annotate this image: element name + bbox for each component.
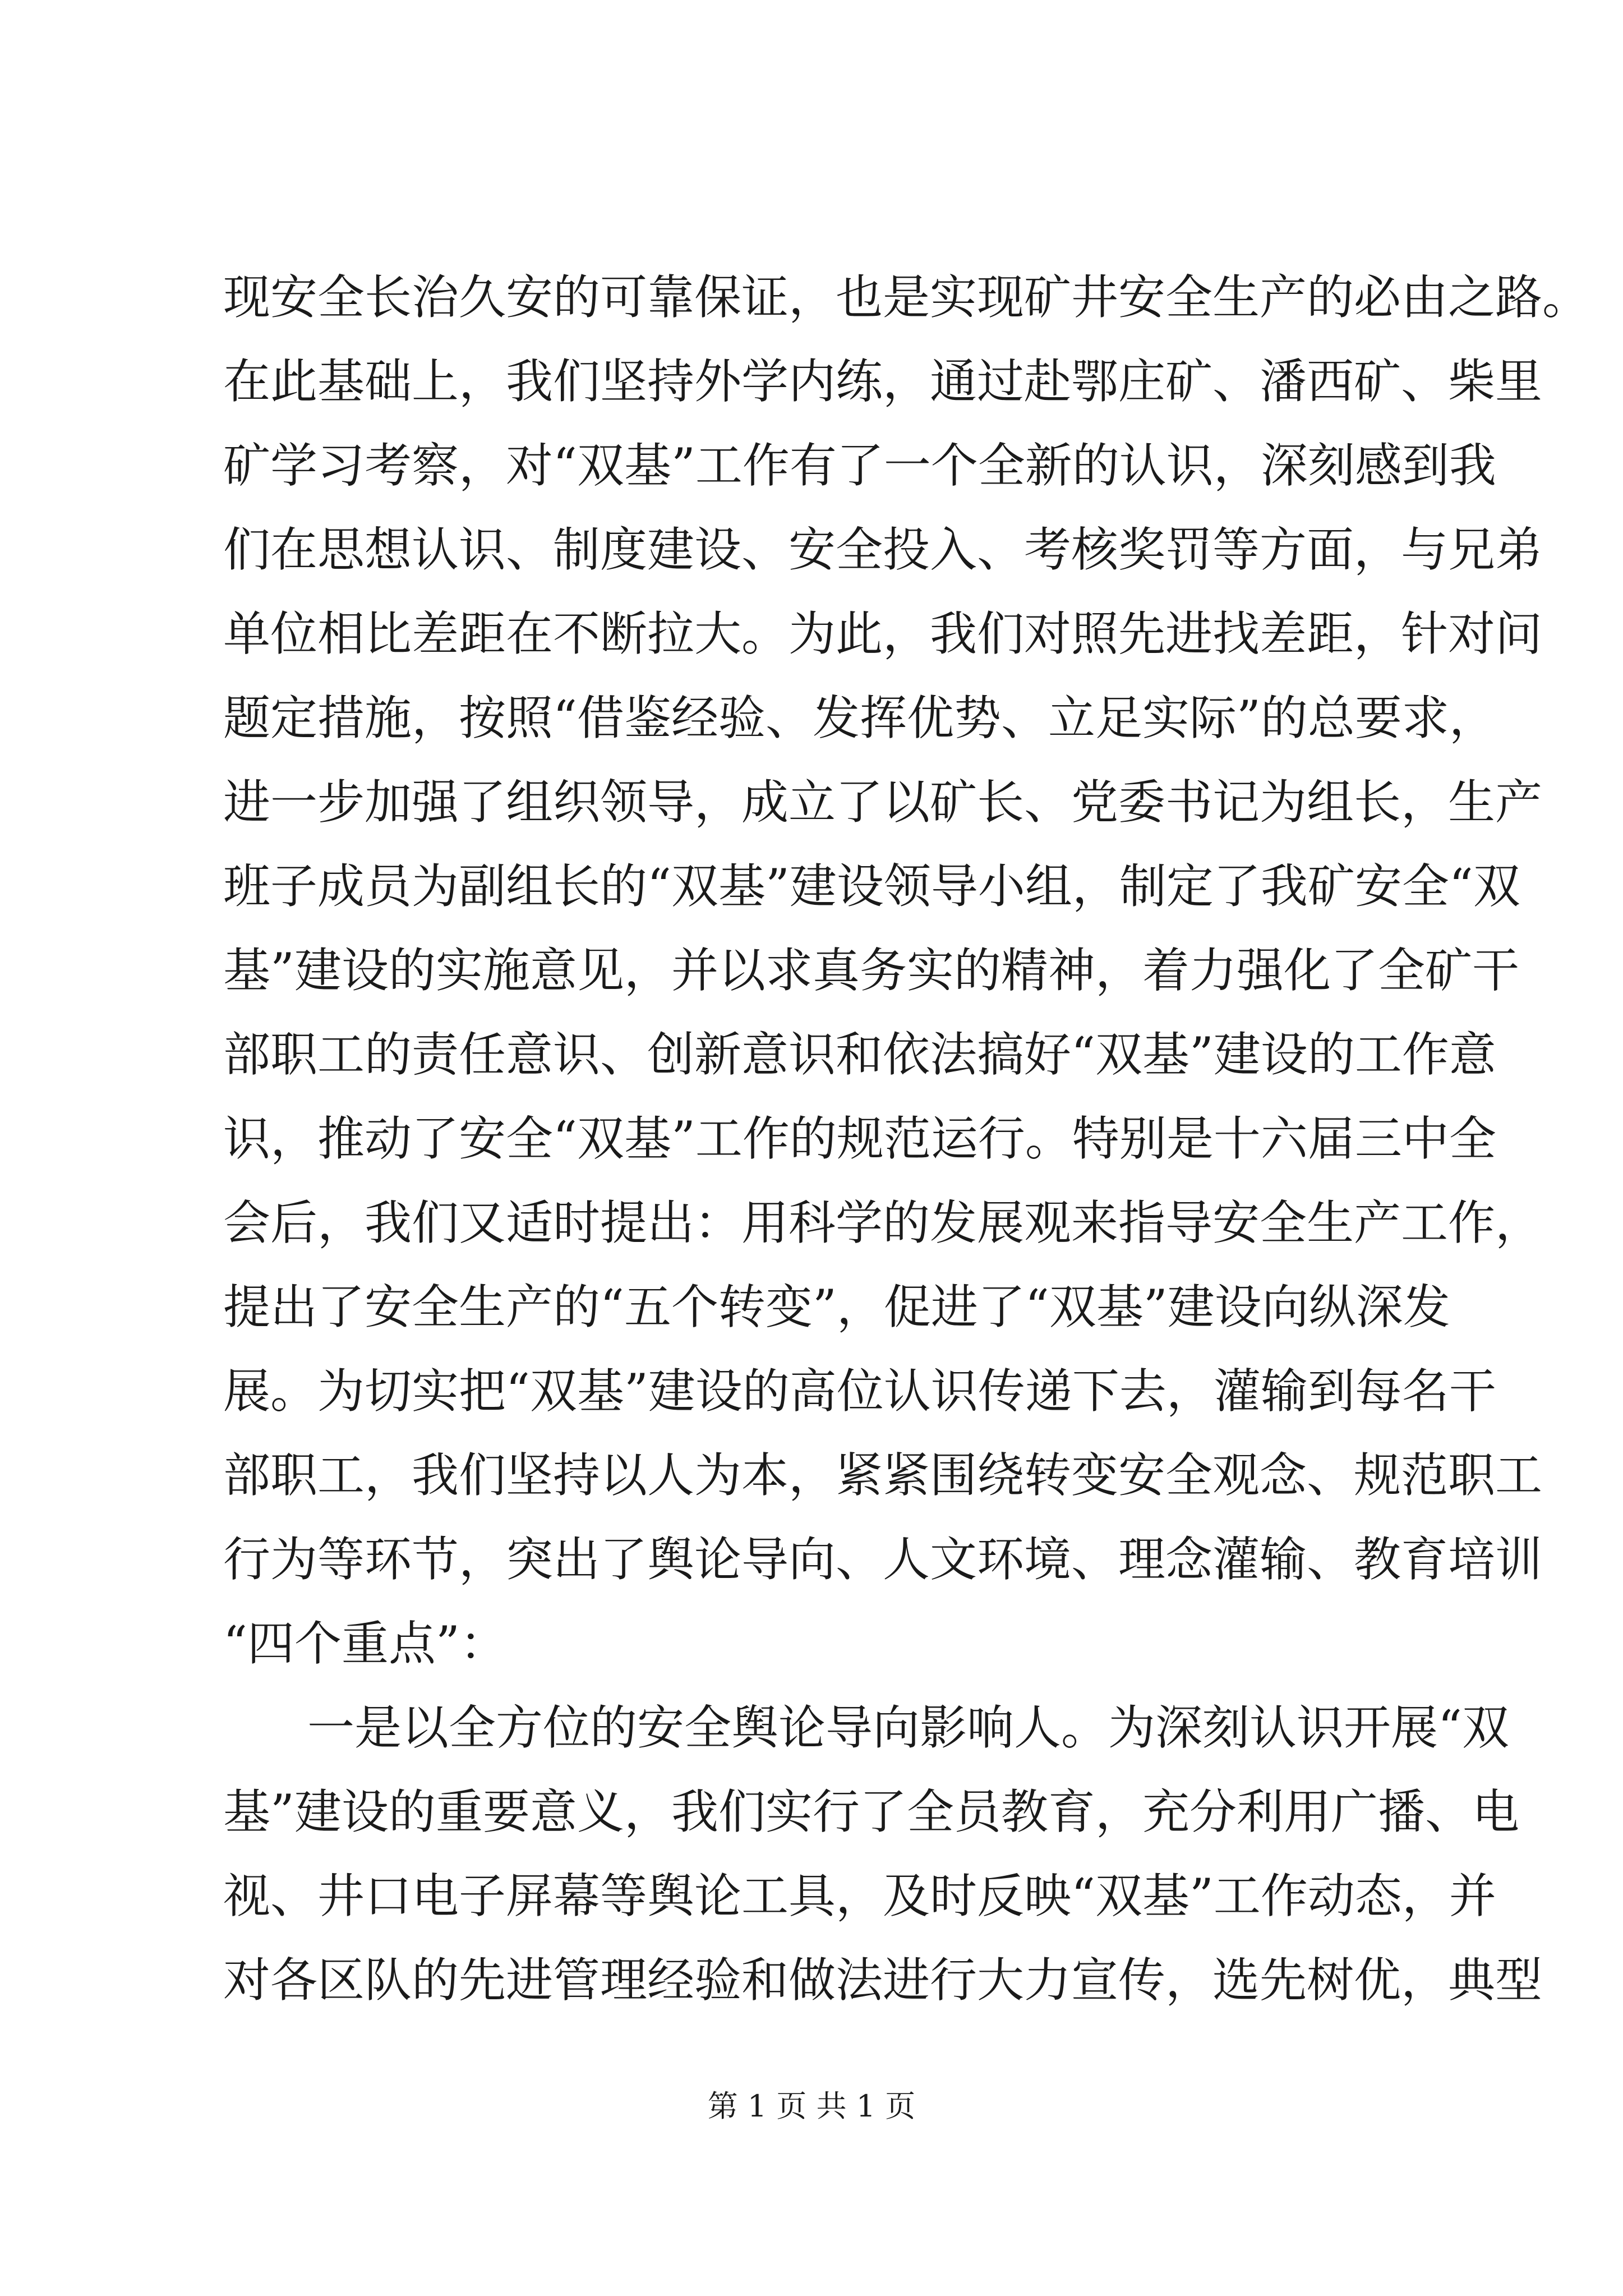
text-line: 基”建设的重要意义，我们实行了全员教育，充分利用广播、电 [223,1784,1519,1839]
text-line: 班子成员为副组长的“双基”建设领导小组，制定了我矿安全“双 [223,859,1520,914]
text-line: 进一步加强了组织领导，成立了以矿长、党委书记为组长，生产 [223,775,1543,830]
paragraph-first-line: 一是以全方位的安全舆论导向影响人。为深刻认识开展“双 [307,1700,1509,1755]
text-line: 部职工，我们坚持以人为本，紧紧围绕转变安全观念、规范职工 [223,1448,1543,1503]
text-line: 行为等环节，突出了舆论导向、人文环境、理念灌输、教育培训 [223,1532,1543,1587]
text-line: 展。为切实把“双基”建设的高位认识传递下去，灌输到每名干 [223,1364,1496,1419]
text-line: 部职工的责任意识、创新意识和依法搞好“双基”建设的工作意 [223,1027,1496,1082]
text-line: 会后，我们又适时提出：用科学的发展观来指导安全生产工作， [223,1195,1543,1250]
text-line: 现安全长治久安的可靠保证，也是实现矿井安全生产的必由之路。 [223,270,1590,325]
text-line: 矿学习考察，对“双基”工作有了一个全新的认识，深刻感到我 [223,438,1496,493]
text-line: 题定措施，按照“借鉴经验、发挥优势、立足实际”的总要求， [223,691,1496,746]
text-line: 提出了安全生产的“五个转变”，促进了“双基”建设向纵深发 [223,1280,1450,1335]
text-line: 单位相比差距在不断拉大。为此，我们对照先进找差距，针对问 [223,606,1543,661]
text-line: 识，推动了安全“双基”工作的规范运行。特别是十六届三中全 [223,1111,1496,1166]
page-footer [0,2084,1623,2129]
text-line: 在此基础上，我们坚持外学内练，通过赴鄂庄矿、潘西矿、柴里 [223,354,1543,409]
text-line: 对各区队的先进管理经验和做法进行大力宣传，选先树优，典型 [223,1953,1543,2008]
text-line: 视、井口电子屏幕等舆论工具，及时反映“双基”工作动态，并 [223,1869,1496,1924]
text-line: “四个重点”： [223,1616,507,1671]
page-number-label: 第 1 页 共 1 页 [707,2088,916,2124]
text-line: 基”建设的实施意见，并以求真务实的精神，着力强化了全矿干 [223,943,1519,998]
text-line: 们在思想认识、制度建设、安全投入、考核奖罚等方面，与兄弟 [223,522,1543,577]
